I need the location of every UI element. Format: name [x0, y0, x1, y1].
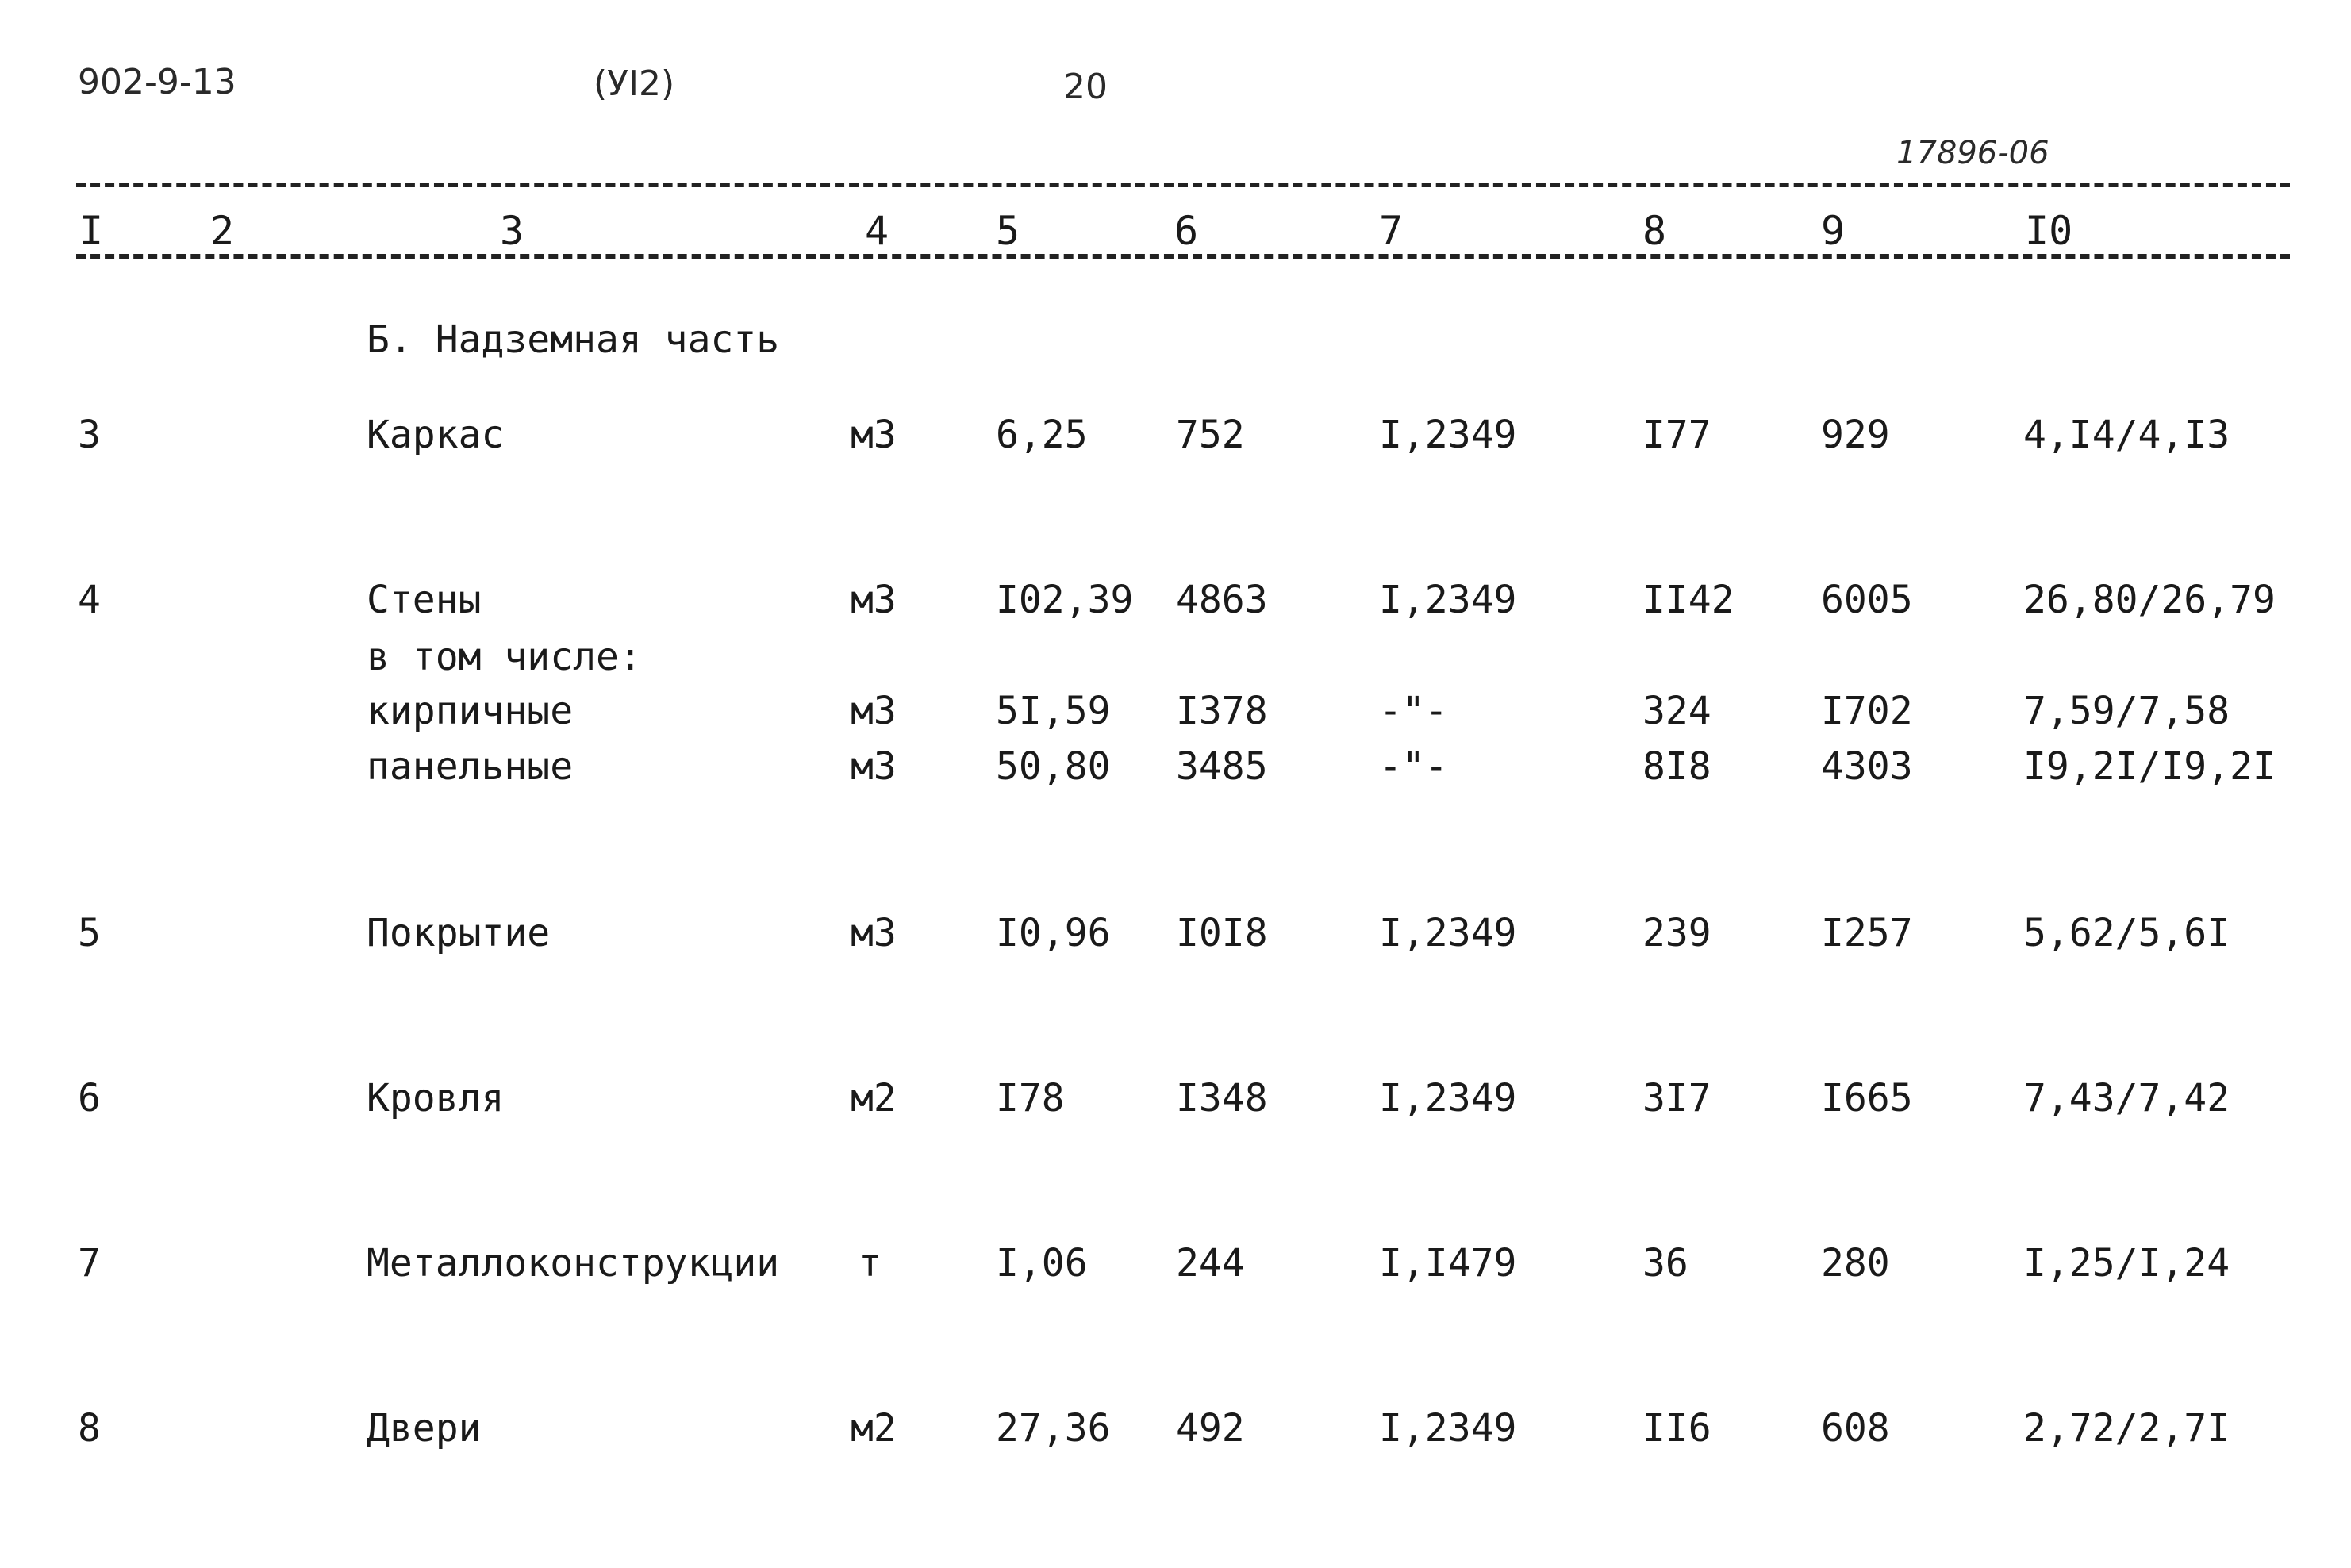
row-col5: 27,36	[996, 1406, 1111, 1451]
row-col9: 929	[1821, 413, 1890, 457]
row-unit: м2	[851, 1076, 897, 1120]
row-number: 3	[78, 413, 101, 457]
row-col7: I,2349	[1379, 1406, 1517, 1451]
row-col10: 2,72/2,7I	[2023, 1406, 2230, 1451]
row-name: Каркас	[367, 413, 505, 457]
row-col9: 280	[1821, 1241, 1890, 1286]
row-col6: 3485	[1176, 744, 1268, 789]
reference-number: 17896-06	[1896, 135, 2049, 171]
row-col8: I77	[1642, 413, 1711, 457]
row-col10: 26,80/26,79	[2023, 578, 2276, 622]
row-col10: I9,2I/I9,2I	[2023, 744, 2276, 789]
row-number: 6	[78, 1076, 101, 1120]
row-unit: м2	[851, 1406, 897, 1451]
column-header-9: 9	[1821, 208, 1846, 254]
column-header-1: I	[79, 208, 104, 254]
row-col5: I02,39	[996, 578, 1134, 622]
column-header-8: 8	[1642, 208, 1667, 254]
row-col9: 6005	[1821, 578, 1913, 622]
row-name: Кровля	[367, 1076, 505, 1120]
column-header-6: 6	[1174, 208, 1199, 254]
row-col5: I78	[996, 1076, 1065, 1120]
page-number: 20	[1063, 67, 1108, 107]
row-col10: 7,59/7,58	[2023, 689, 2230, 733]
column-header-2: 2	[210, 208, 235, 254]
row-col6: I348	[1176, 1076, 1268, 1120]
row-name: кирпичные	[367, 689, 574, 733]
row-col6: I378	[1176, 689, 1268, 733]
row-col7: I,I479	[1379, 1241, 1517, 1286]
row-col9: I702	[1821, 689, 1913, 733]
document-code-mark: (УI2)	[594, 63, 675, 104]
row-col6: 492	[1176, 1406, 1245, 1451]
row-col6: 244	[1176, 1241, 1245, 1286]
row-col5: I,06	[996, 1241, 1088, 1286]
row-unit: м3	[851, 911, 897, 955]
row-col8: 239	[1642, 911, 1711, 955]
row-col8: 3I7	[1642, 1076, 1711, 1120]
row-unit: т	[859, 1241, 882, 1286]
row-name: Стены	[367, 578, 482, 622]
row-col5: 5I,59	[996, 689, 1111, 733]
row-name: Двери	[367, 1406, 482, 1451]
row-col10: 4,I4/4,I3	[2023, 413, 2230, 457]
header-rule-bottom	[76, 254, 2290, 259]
row-col7: I,2349	[1379, 1076, 1517, 1120]
row-unit: м3	[851, 578, 897, 622]
row-name: панельные	[367, 744, 574, 789]
header-rule-top	[76, 183, 2290, 187]
row-col7: -"-	[1379, 744, 1448, 789]
row-name: Покрытие	[367, 911, 551, 955]
row-name: Металлоконструкции	[367, 1241, 780, 1286]
row-col9: I665	[1821, 1076, 1913, 1120]
row-col9: I257	[1821, 911, 1913, 955]
row-col5: 50,80	[996, 744, 1111, 789]
row-col7: -"-	[1379, 689, 1448, 733]
row-col7: I,2349	[1379, 413, 1517, 457]
row-col5: I0,96	[996, 911, 1111, 955]
column-header-4: 4	[865, 208, 889, 254]
row-col8: 36	[1642, 1241, 1688, 1286]
row-unit: м3	[851, 413, 897, 457]
column-header-7: 7	[1379, 208, 1404, 254]
row-col8: II6	[1642, 1406, 1711, 1451]
column-header-3: 3	[500, 208, 524, 254]
row-col5: 6,25	[996, 413, 1088, 457]
column-header-10: I0	[2025, 208, 2073, 254]
row-unit: м3	[851, 744, 897, 789]
row-col8: 324	[1642, 689, 1711, 733]
row-number: 7	[78, 1241, 101, 1286]
row-subheading: в том числе:	[367, 635, 642, 679]
row-col9: 608	[1821, 1406, 1890, 1451]
row-unit: м3	[851, 689, 897, 733]
row-number: 4	[78, 578, 101, 622]
row-col6: 4863	[1176, 578, 1268, 622]
row-col8: 8I8	[1642, 744, 1711, 789]
row-col6: 752	[1176, 413, 1245, 457]
column-header-5: 5	[996, 208, 1020, 254]
row-col8: II42	[1642, 578, 1734, 622]
row-number: 8	[78, 1406, 101, 1451]
document-code: 902-9-13	[78, 62, 236, 102]
row-col7: I,2349	[1379, 578, 1517, 622]
row-number: 5	[78, 911, 101, 955]
row-col10: 7,43/7,42	[2023, 1076, 2230, 1120]
section-title: Б. Надземная часть	[367, 317, 780, 362]
row-col10: I,25/I,24	[2023, 1241, 2230, 1286]
row-col7: I,2349	[1379, 911, 1517, 955]
row-col10: 5,62/5,6I	[2023, 911, 2230, 955]
row-col9: 4303	[1821, 744, 1913, 789]
row-col6: I0I8	[1176, 911, 1268, 955]
